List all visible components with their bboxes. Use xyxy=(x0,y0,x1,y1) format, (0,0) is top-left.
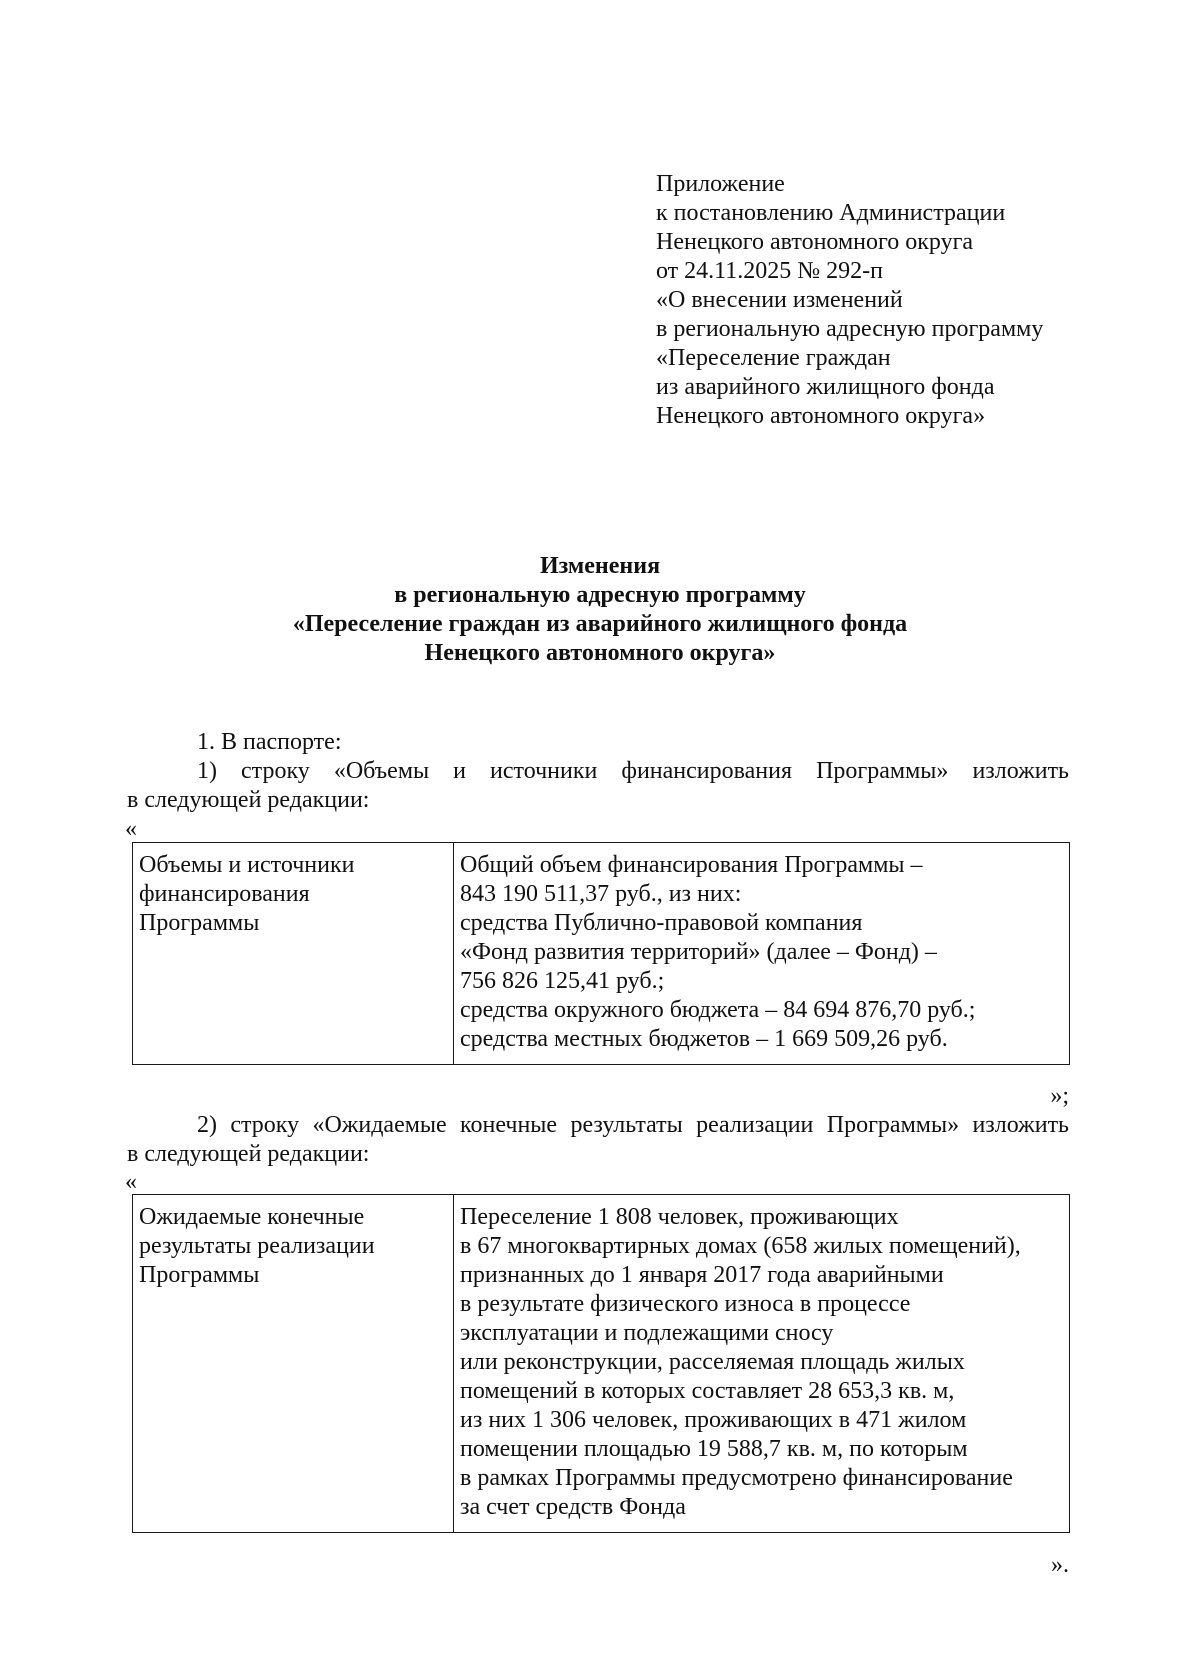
item2-row-value xyxy=(454,1195,1070,1533)
item1-text-line2: в следующей редакции: xyxy=(127,787,370,813)
appendix-line: из аварийного жилищного фонда xyxy=(656,374,995,400)
item1-row-label xyxy=(133,843,454,1065)
value-line: 756 826 125,41 руб.; xyxy=(460,968,665,994)
value-line: за счет средств Фонда xyxy=(460,1494,686,1520)
title-line: «Переселение граждан из аварийного жилищного фонда xyxy=(292,611,908,637)
title-line: Ненецкого автономного округа» xyxy=(424,640,776,666)
value-line: 843 190 511,37 руб., из них: xyxy=(460,881,742,907)
label-line: Объемы и источники xyxy=(139,852,355,878)
appendix-line: к постановлению Администрации xyxy=(656,200,1006,226)
label-line: Программы xyxy=(139,910,260,936)
value-line: в 67 многоквартирных домах (658 жилых помещений), xyxy=(460,1233,1021,1259)
value-line: в результате физического износа в процессе xyxy=(460,1291,911,1317)
value-line: признанных до 1 января 2017 года аварийными xyxy=(460,1262,944,1288)
value-line: средства Публично-правовой компания xyxy=(460,910,863,936)
label-line: финансирования xyxy=(139,881,310,907)
item2-close-quote: ». xyxy=(1051,1552,1069,1578)
value-line: «Фонд развития территорий» (далее – Фонд) – xyxy=(460,939,937,965)
item1-row-value xyxy=(454,843,1070,1065)
value-line: Переселение 1 808 человек, проживающих xyxy=(460,1204,899,1230)
item2-open-quote: « xyxy=(125,1169,137,1195)
title-line: в региональную адресную программу xyxy=(394,582,806,608)
value-line: или реконструкции, расселяемая площадь жилых xyxy=(460,1349,965,1375)
item2-text-line1: 2) строку «Ожидаемые конечные результаты реализации Программы» изложить xyxy=(197,1112,1069,1138)
appendix-line: от 24.11.2025 № 292-п xyxy=(656,258,884,284)
value-line: из них 1 306 человек, проживающих в 471 жилом xyxy=(460,1407,967,1433)
item1-open-quote: « xyxy=(125,816,137,842)
appendix-header xyxy=(656,170,1136,431)
value-line: Общий объем финансирования Программы – xyxy=(460,852,923,878)
item1-close-quote: »; xyxy=(1050,1083,1069,1109)
appendix-line: Ненецкого автономного округа xyxy=(656,229,974,255)
label-line: Программы xyxy=(139,1262,260,1288)
appendix-line: Приложение xyxy=(656,171,785,197)
section-heading: 1. В паспорте: xyxy=(197,729,342,755)
item2-row-label xyxy=(133,1195,454,1533)
value-line: помещении площадью 19 588,7 кв. м, по которым xyxy=(460,1436,968,1462)
value-line: средства местных бюджетов – 1 669 509,26 руб. xyxy=(460,1026,948,1052)
label-line: результаты реализации xyxy=(139,1233,375,1259)
appendix-line: Ненецкого автономного округа» xyxy=(656,403,986,429)
value-line: эксплуатации и подлежащими сносу xyxy=(460,1320,834,1346)
table-row xyxy=(133,843,1070,1065)
title-line: Изменения xyxy=(539,553,661,579)
value-line: в рамках Программы предусмотрено финансирование xyxy=(460,1465,1013,1491)
value-line: средства окружного бюджета – 84 694 876,70 руб.; xyxy=(460,997,976,1023)
label-line: Ожидаемые конечные xyxy=(139,1204,365,1230)
item1-passport-table xyxy=(132,842,1070,1065)
appendix-line: «Переселение граждан xyxy=(656,345,891,371)
appendix-line: в региональную адресную программу xyxy=(656,316,1044,342)
item2-passport-table xyxy=(132,1194,1070,1533)
item1-text-line1: 1) строку «Объемы и источники финансирования Программы» изложить xyxy=(197,758,1069,784)
table-row xyxy=(133,1195,1070,1533)
document-title xyxy=(0,552,1200,668)
appendix-line: «О внесении изменений xyxy=(656,287,903,313)
value-line: помещений в которых составляет 28 653,3 кв. м, xyxy=(460,1378,955,1404)
item2-text-line2: в следующей редакции: xyxy=(127,1141,370,1167)
